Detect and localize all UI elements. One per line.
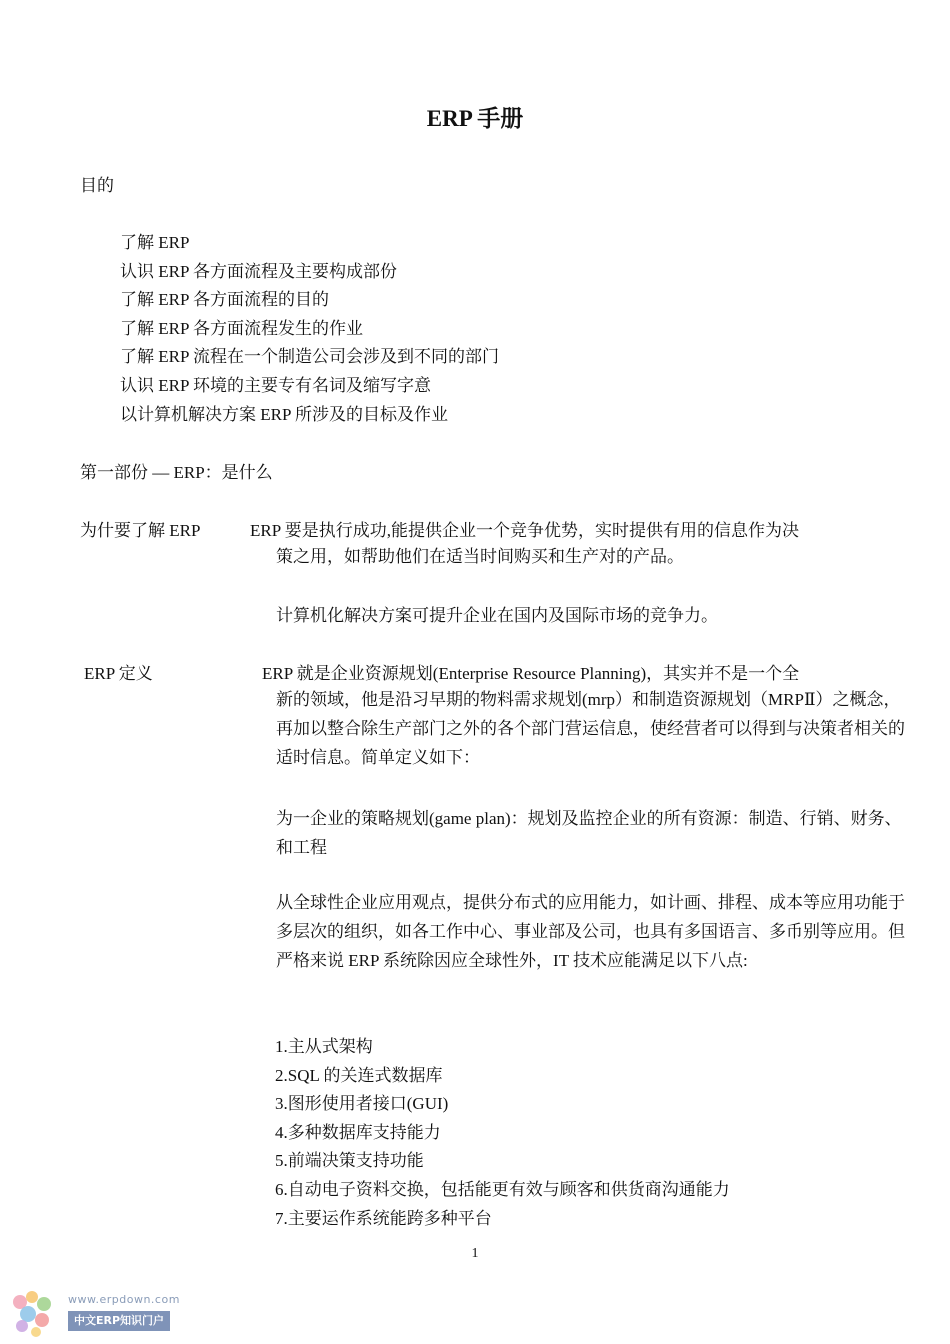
why-paragraph-rest: 策之用，如帮助他们在适当时间购买和生产对的产品。 — [276, 547, 684, 566]
watermark-url: www.erpdown.com — [68, 1293, 180, 1306]
watermark-label: 中文ERP知识门户 — [68, 1311, 170, 1331]
definition-paragraph-2: 为一企业的策略规划(game plan)：规划及监控企业的所有资源：制造、行销、财务、和工程 — [276, 809, 902, 857]
objective-item: 认识 ERP 各方面流程及主要构成部份 — [120, 261, 398, 281]
why-paragraph-2: 计算机化解决方案可提升企业在国内及国际市场的竞争力。 — [276, 606, 718, 625]
objective-item: 了解 ERP 各方面流程发生的作业 — [120, 318, 364, 338]
watermark-logo — [8, 1288, 208, 1340]
definition-paragraph-3: 从全球性企业应用观点，提供分布式的应用能力，如计画、排程、成本等应用功能于多层次的组织，如各工作中心、事业部及公司，也具有多国语言、多币别等应用。但严格来说 ERP 系统除因应全球性外，IT 技术应能满足以下八点: — [276, 893, 905, 970]
requirement-item: 6.自动电子资料交换，包括能更有效与顾客和供货商沟通能力 — [275, 1179, 730, 1199]
requirement-item: 5.前端决策支持功能 — [275, 1151, 424, 1171]
objective-item: 了解 ERP 各方面流程的目的 — [120, 290, 330, 310]
objective-item: 以计算机解决方案 ERP 所涉及的目标及作业 — [120, 404, 449, 424]
objective-item: 认识 ERP 环境的主要专有名词及缩写字意 — [120, 375, 432, 395]
objectives-list — [120, 229, 499, 429]
why-paragraph-first-line: ERP 要是执行成功,能提供企业一个竞争优势，实时提供有用的信息作为决 — [250, 521, 800, 540]
objective-item: 了解 ERP — [120, 233, 190, 252]
flower-logo-icon — [8, 1288, 64, 1340]
part-one-heading: 第一部份 — ERP：是什么 — [80, 463, 273, 482]
objective-item: 了解 ERP 流程在一个制造公司会涉及到不同的部门 — [120, 347, 500, 367]
definition-paragraph-rest: 新的领域，他是沿习早期的物料需求规划(mrp）和制造资源规划（MRPⅡ）之概念，再加以整合除生产部门之外的各个部门营运信息，使经营者可以得到与决策者相关的适时信息。简单定义如下： — [276, 690, 905, 767]
it-requirements-list — [275, 1033, 730, 1233]
page-number: 1 — [471, 1246, 479, 1261]
requirement-item: 7.主要运作系统能跨多种平台 — [275, 1208, 492, 1228]
requirement-item: 3.图形使用者接口(GUI) — [275, 1094, 449, 1114]
why-label: 为什要了解 ERP — [80, 521, 201, 540]
requirement-item: 1.主从式架构 — [275, 1037, 373, 1056]
document-title: ERP 手册 — [426, 106, 524, 131]
requirement-item: 2.SQL 的关连式数据库 — [275, 1065, 443, 1085]
definition-paragraph-first-line: ERP 就是企业资源规划(Enterprise Resource Planning)，其实并不是一个全 — [262, 664, 800, 683]
requirement-item: 4.多种数据库支持能力 — [275, 1122, 441, 1142]
purpose-heading: 目的 — [80, 176, 114, 195]
definition-label: ERP 定义 — [84, 664, 153, 683]
